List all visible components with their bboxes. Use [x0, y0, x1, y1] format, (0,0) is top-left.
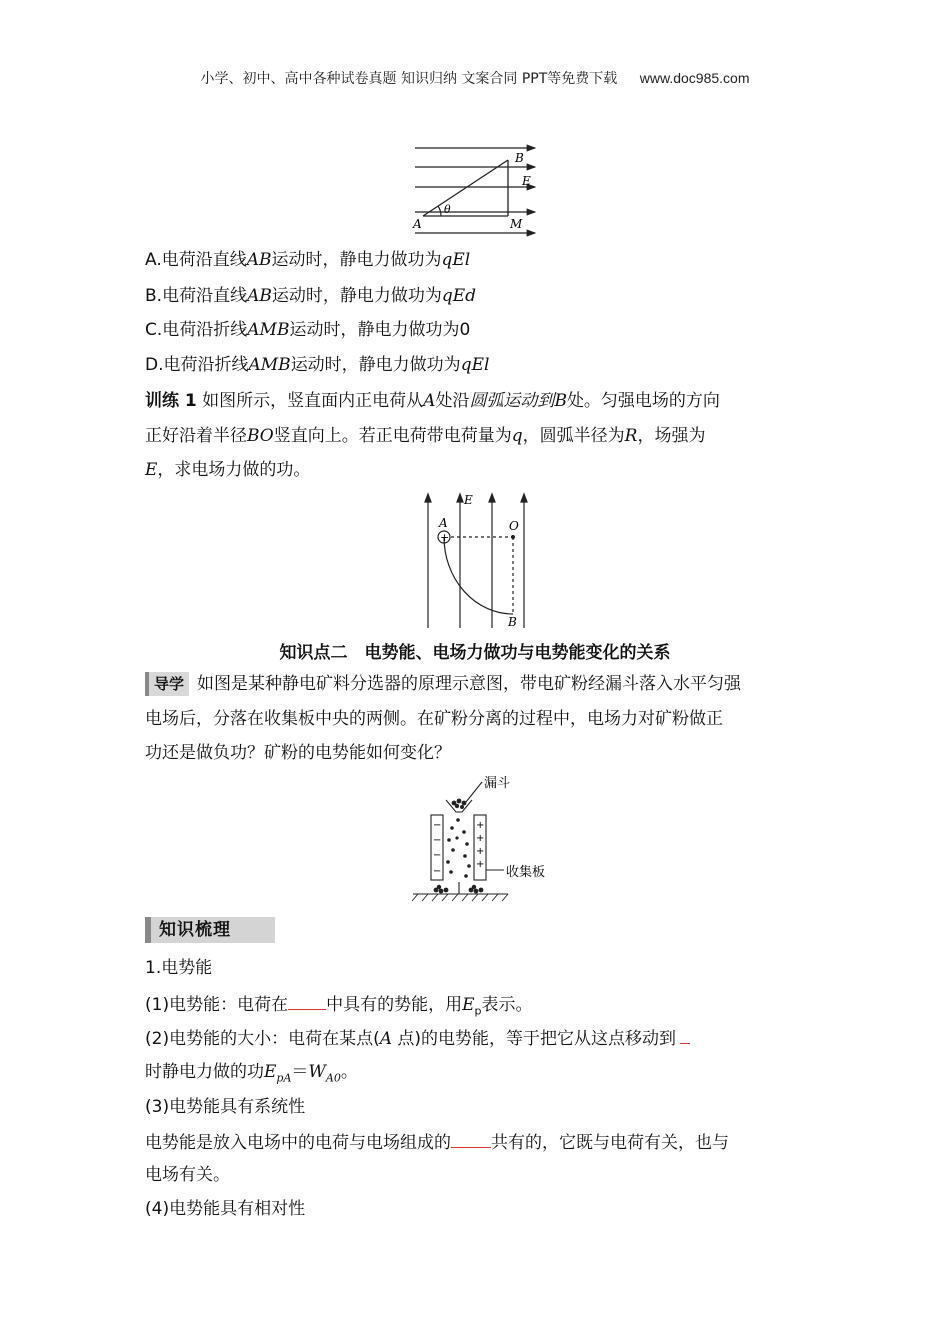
- knowledge-p5: (3)电势能具有系统性: [145, 1097, 306, 1117]
- fig2-label-o: O: [509, 519, 519, 533]
- option-b: B.电荷沿直线AB运动时，静电力做功为qEd: [145, 286, 477, 306]
- fig3-minus-1: −: [433, 820, 442, 831]
- blank-2[interactable]: [680, 1025, 690, 1044]
- guide-line-2: 电场后，分落在收集板中央的两侧。在矿粉分离的过程中，电场力对矿粉做正: [145, 709, 723, 729]
- training-line-2: 正好沿着半径BO竖直向上。若正电荷带电荷量为q，圆弧半径为R，场强为: [145, 426, 706, 446]
- fig3-minus-2: −: [433, 835, 442, 846]
- fig1-label-a: A: [413, 217, 422, 231]
- fig1-label-e: E: [522, 174, 531, 188]
- fig1-label-b: B: [515, 151, 524, 165]
- header-url[interactable]: www.doc985.com: [639, 70, 750, 86]
- option-d: D.电荷沿折线AMB运动时，静电力做功为qEl: [145, 355, 490, 375]
- page-header: [0, 68, 950, 88]
- fig3-plus-2: +: [476, 833, 485, 844]
- training-line-1: 训练 1 如图所示，竖直面内正电荷从A处沿圆弧运动到B处。匀强电场的方向: [145, 391, 720, 411]
- fig1-label-m: M: [510, 217, 523, 231]
- fig3-minus-3: −: [433, 850, 442, 861]
- fig2-label-e: E: [464, 493, 473, 507]
- fig3-plus-3: +: [476, 846, 485, 857]
- fig2-label-b: B: [508, 615, 517, 629]
- knowledge-heading-box: [145, 917, 275, 943]
- fig3-plus-4: +: [476, 859, 485, 870]
- fig3-label-funnel: 漏斗: [484, 776, 511, 791]
- fig3-label-plate: 收集板: [506, 865, 546, 880]
- blank-1[interactable]: [288, 991, 326, 1010]
- header-text: 小学、初中、高中各种试卷真题 知识归纳 文案合同 PPT等免费下载: [200, 71, 618, 87]
- section-title: 知识点二 电势能、电场力做功与电势能变化的关系: [279, 643, 671, 663]
- knowledge-p6: 电势能是放入电场中的电荷与电场组成的 共有的，它既与电荷有关，也与: [145, 1129, 729, 1155]
- fig1-label-theta: θ: [444, 203, 451, 216]
- fig2-plus: +: [440, 531, 450, 544]
- fig3-plus-1: +: [476, 820, 485, 831]
- figure-arc-field: [418, 490, 538, 630]
- guide-line-3: 功还是做负功？矿粉的电势能如何变化？: [145, 743, 451, 763]
- knowledge-p3: (2)电势能的大小：电荷在某点(A 点)的电势能，等于把它从这点移动到: [145, 1025, 690, 1051]
- knowledge-p8: (4)电势能具有相对性: [145, 1199, 306, 1219]
- guide-line-1: 导学 如图是某种静电矿料分选器的原理示意图，带电矿粉经漏斗落入水平匀强: [145, 672, 741, 696]
- option-c: C.电荷沿折线AMB运动时，静电力做功为0: [145, 320, 471, 340]
- guide-tag: 导学: [145, 672, 189, 696]
- figure-separator: [408, 770, 553, 905]
- option-a: A.电荷沿直线AB运动时，静电力做功为qEl: [145, 250, 471, 270]
- fig2-label-a: A: [439, 516, 448, 530]
- blank-3[interactable]: [451, 1129, 491, 1148]
- figure-field-triangle: [405, 140, 545, 240]
- fig3-minus-4: −: [433, 866, 442, 877]
- training-line-3: E，求电场力做的功。: [145, 460, 311, 480]
- knowledge-p2: (1)电势能：电荷在 中具有的势能，用$E_p$表示。: [145, 991, 533, 1023]
- knowledge-p4: 时静电力做的功$E_{pA}=W_{A0}$。: [145, 1062, 358, 1085]
- knowledge-p1: 1.电势能: [145, 958, 213, 978]
- knowledge-heading: 知识梳理: [159, 920, 231, 940]
- knowledge-p7: 电场有关。: [145, 1165, 230, 1185]
- training-label: 训练 1: [145, 391, 197, 411]
